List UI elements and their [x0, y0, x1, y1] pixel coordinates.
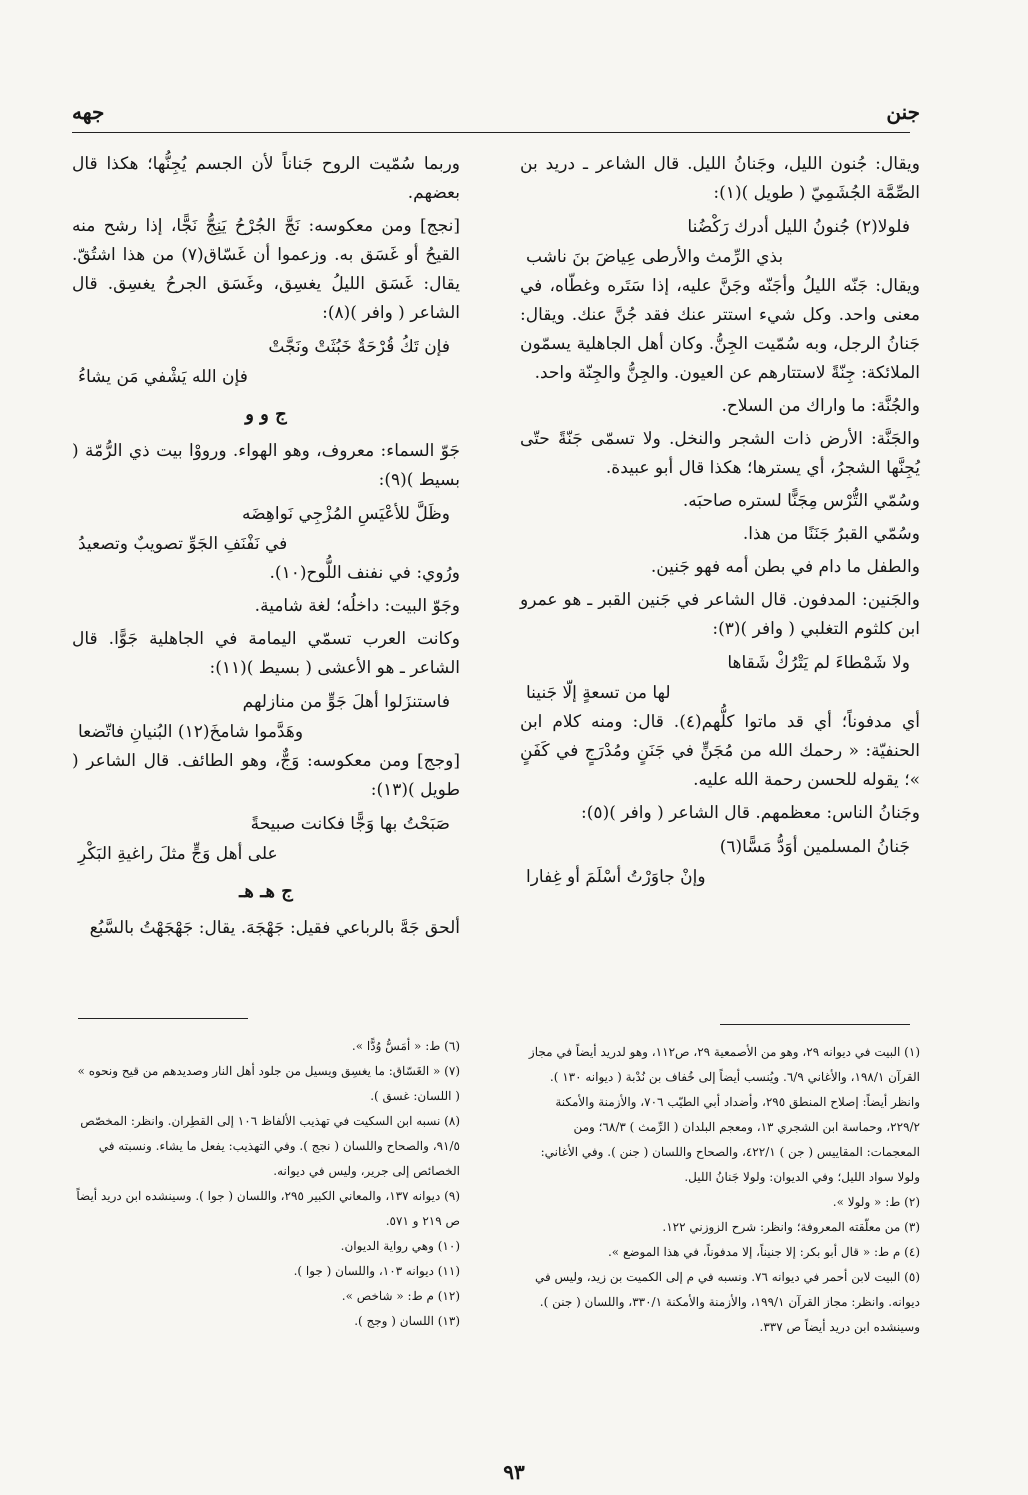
footnote-rule	[78, 1018, 248, 1019]
verse-line: على أهل وَجٍّ مثلَ راغيةِ البَكْرِ	[78, 844, 278, 864]
verse-line: جَنانُ المسلمين أوَدُّ مَسًّا(٦)	[719, 837, 910, 857]
paragraph: وسُمّي القبرُ جَنَنًا من هذا.	[742, 524, 920, 544]
root-tag: [نجج]	[420, 216, 460, 236]
footnote: (٥) البيت لابن أحمر في ديوانه ٧٦. ونسبه في م إلى الكميت بن زيد، وليس في ديوانه. وانظر: مجاز القرآن ١٩٩/١، والأزمنة والأمكنة ٣٣٠/١، واللسان ( جنن ). وسينشده ابن دريد أيضاً ص ٣٣٧.	[534, 1270, 920, 1334]
page-number: ٩٣	[503, 1460, 525, 1484]
left-column	[72, 150, 460, 947]
verse-line: في نَفْنَفِ الجَوِّ تصويبٌ وتصعيدُ	[78, 534, 288, 554]
verse-line: وإنْ جاوَرْتُ أسْلَمَ أو غِفارا	[526, 867, 706, 887]
footnote: (١) البيت في ديوانه ٢٩، وهو من الأصمعية ٢٩، ص١١٢، وهو لدريد أيضاً في مجاز القرآن ١٩٨/١، والأغاني ٦/٩. ويُنسب أيضاً إلى خُفاف بن نُدْبة ( ديوانه ١٣٠ ). وانظر أيضاً: إصلاح المنطق ٢٩٥، وأضداد أبي الطيّب ٧٠٦، والأزمنة والأمكنة ٢٢٩/٢، وحماسة ابن الشجري ١٣، ومعجم البلدان ( الرِّمث ) ٦٨/٣؛ ومن المعجمات: المقاييس ( جن ) ٤٢٢/١، والصحاح واللسان ( جنن ). وفي الأغاني: ولولا سواد الليل؛ وفي الديوان: ولولا جَنانُ الليل.	[528, 1045, 920, 1184]
paragraph: ألحق جَهَّ بالرباعي فقيل: جَهْجَهَ. يقال: جَهْجَهْتُ بالسَّبُع	[89, 918, 460, 938]
verse-line: فإن تَكُ قُرْحَةٌ خَبُثَتْ ونَجَّتْ	[268, 337, 450, 357]
header-root-left: جهه	[72, 100, 105, 124]
verse-line: وظَلَّ للأعْيَسِ المُزْجِي نَواهِضَه	[242, 504, 450, 524]
paragraph-text: ومن معكوسه: وَجٌّ، وهو الطائف. قال الشاعر ( طويل )(١٣):	[72, 751, 460, 800]
root-tag: [وجج]	[417, 751, 460, 771]
footnote: (٣) من معلّقته المعروفة؛ وانظر: شرح الزوزني ١٢٢.	[662, 1220, 920, 1234]
footnote: (٦) ط: « أمَسُّ وُدًّا ».	[351, 1039, 460, 1053]
right-column	[520, 150, 920, 892]
footnote: (٩) ديوانه ١٣٧، والمعاني الكبير ٢٩٥، واللسان ( جوا ). وسينشده ابن دريد أيضاً ص ٢١٩ و ٥٧١.	[76, 1189, 460, 1228]
verse-line: بذي الرِّمث والأرطى عِياضَ بنَ ناشب	[526, 247, 784, 267]
footnote: (١٠) وهي رواية الديوان.	[340, 1239, 460, 1253]
paragraph: ويقال: جُنون الليل، وجَنانُ الليل. قال الشاعر ـ دريد بن الصِّمَّة الجُشَمِيّ ( طويل )(١):	[520, 154, 920, 203]
paragraph: ويقال: جَنّه الليلُ وأجَنّه وجَنَّ عليه، إذا سَتَره وغطّاه، في معنى واحد. وكل شيء استتر عنك فقد جُنَّ عنك. ويقال: جَنانُ الرجل، وبه سُمّيت الجِنُّ. وكان أهل الجاهلية يسمّون الملائكة: جِنّةً لاستتارهم عن العيون. والجِنُّ والجِنّة واحد.	[520, 276, 920, 383]
verse-line: ولا شَمْطاءَ لم يَتْرُكْ شَقاها	[727, 653, 910, 673]
footnote: (١٢) م ط: « شاخص ».	[341, 1289, 460, 1303]
verse-line: فاستنزَلوا أهلَ جَوٍّ من منازلهم	[242, 692, 450, 712]
footnote-rule	[720, 1024, 910, 1025]
verse-line: صَبَحْتُ بها وَجًّا فكانت صبيحةً	[250, 814, 450, 834]
root-heading: ج هـ هـ	[239, 881, 293, 902]
paragraph-with-tag	[72, 212, 460, 328]
paragraph: جَوّ السماء: معروف، وهو الهواء. ورووْا بيت ذي الرُّمّة ( بسيط )(٩):	[72, 441, 460, 490]
footnotes-right	[520, 1040, 920, 1340]
root-heading: ج و و	[245, 404, 287, 425]
paragraph: وجَوّ البيت: داخلُه؛ لغة شامية.	[254, 596, 460, 616]
paragraph: وجَنانُ الناس: معظمهم. قال الشاعر ( وافر )(٥):	[581, 803, 920, 823]
footnote: (١٣) اللسان ( وجج ).	[354, 1314, 460, 1328]
paragraph: وسُمّي التُّرْس مِجَنًّا لستره صاحبَه.	[682, 491, 920, 511]
paragraph-text: ومن معكوسه: نَجَّ الجُرْحُ يَنِجُّ نَجًّا، إذا رشح منه القيحُ أو غَسَق به. وزعموا أن غَسّاق(٧) من هذا اشتُقّ. يقال: غَسَق الليلُ يغسِق، وغَسَق الجرحُ يغسِق. قال الشاعر ( وافر )(٨):	[72, 216, 460, 323]
paragraph: والجَنَّة: الأرض ذات الشجر والنخل. ولا تسمّى جَنّةً حتّى يُجِنَّها الشجرُ، أي يسترها؛ هكذا قال أبو عبيدة.	[520, 429, 920, 478]
paragraph: والجَنين: المدفون. قال الشاعر في جَنين القبر ـ هو عمرو ابن كلثوم التغلبي ( وافر )(٣):	[520, 590, 920, 639]
verse-line: لها من تسعةٍ إلّا جَنينا	[526, 683, 671, 703]
footnote: (٤) م ط: « قال أبو بكر: إلا جنيناً، إلا مدفوناً، في هذا الموضع ».	[607, 1245, 920, 1259]
verse-line: فإن الله يَشْفي مَن يشاءُ	[78, 367, 248, 387]
paragraph: وكانت العرب تسمّي اليمامة في الجاهلية جَوًّا. قال الشاعر ـ هو الأعشى ( بسيط )(١١):	[72, 629, 460, 678]
header-root-right: جنن	[886, 100, 920, 124]
paragraph: وربما سُمّيت الروح جَناناً لأن الجسم يُجِنُّها؛ هكذا قال بعضهم.	[72, 154, 460, 203]
footnotes-left	[72, 1034, 460, 1334]
paragraph: ورُوي: في نفنف اللُّوح(١٠).	[269, 563, 460, 583]
verse-line: فلولا(٢) جُنونُ الليل أدرك رَكْضُنا	[687, 217, 910, 237]
paragraph-with-tag	[72, 747, 460, 805]
footnote: (٨) نسبه ابن السكيت في تهذيب الألفاظ ١٠٦ إلى القطِران. وانظر: المخصّص ٩١/٥، والصحاح واللسان ( نجج ). وفي التهذيب: يفعل ما يشاء. ونسبته في الخصائص إلى جرير، وليس في ديوانه.	[80, 1114, 460, 1178]
footnote: (٢) ط: « ولولا ».	[832, 1195, 920, 1209]
footnote: (٧) « الغَسّاق: ما يغسِق ويسيل من جلود أهل النار وصديدهم من قيح ونحوه » ( اللسان: غسق ).	[77, 1064, 460, 1103]
header-rule	[72, 132, 910, 133]
paragraph: أي مدفوناً؛ أي قد ماتوا كلُّهم(٤). قال: ومنه كلام ابن الحنفيّة: « رحمك الله من مُجَنٍّ في جَنَنٍ ومُدْرَجٍ في كَفَنٍ »؛ يقوله للحسن رحمة الله عليه.	[520, 712, 920, 790]
verse-line: وهَدَّموا شامخَ(١٢) البُنيانِ فاتّضعا	[78, 722, 304, 742]
paragraph: والطفل ما دام في بطن أمه فهو جَنين.	[650, 557, 920, 577]
footnote: (١١) ديوانه ١٠٣، واللسان ( جوا ).	[293, 1264, 460, 1278]
paragraph: والجُنَّة: ما واراك من السلاح.	[721, 396, 920, 416]
